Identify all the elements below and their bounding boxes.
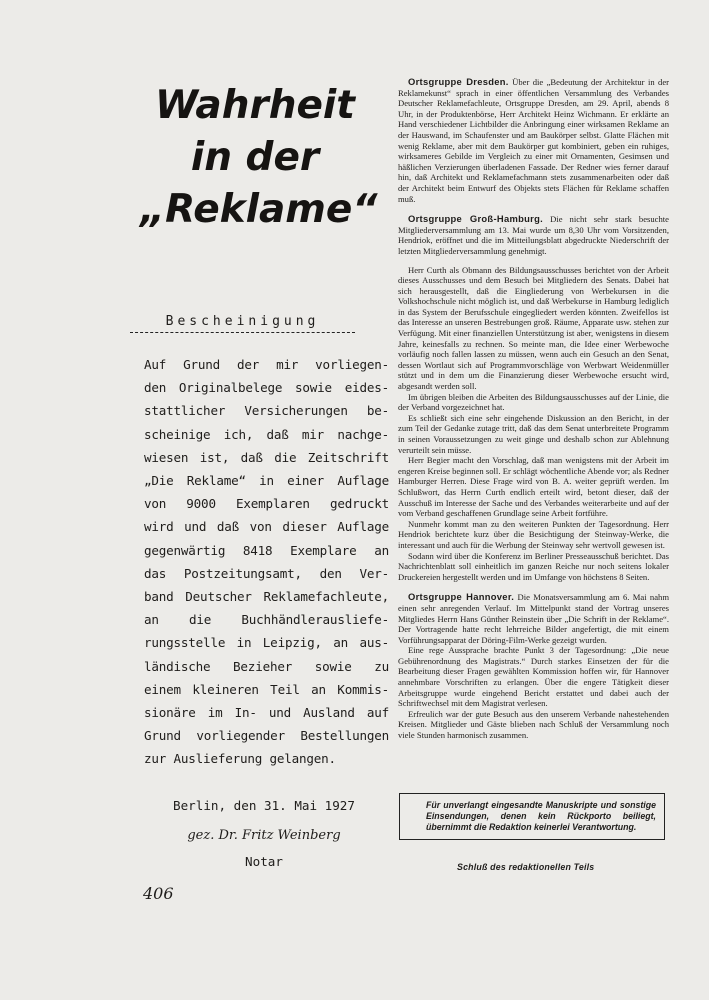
news-column <box>398 77 669 741</box>
paragraph <box>398 77 669 204</box>
paragraph: Erfreulich war der gute Besuch aus den unserem Verbande nahestehenden Kreisen. Mitglieder und Gäste blieben nach Schluß der Versammlung noch viele Stunden harmonisch zusammen. <box>398 708 669 741</box>
certificate-line: wiesen ist, daß die Zeitschrift <box>144 449 389 465</box>
paragraph: Sodann wird über die Konferenz im Berliner Presseausschuß berichtet. Das Nachrichtenblatt soll einheitlich im ganzen Reiche nur noch seitens lokaler Druckereien hergestellt werden und im Umfange von höchstens 8 Seiten. <box>398 550 669 582</box>
section-heading: Ortsgruppe Groß-Hamburg. <box>408 213 544 225</box>
paragraph: Nunmehr kommt man zu den weiteren Punkten der Tagesordnung. Herr Hendriok berichtete kurz über die Besichtigung der Steinway-Werke, die interessant und auch für die Werbung der Steinway sehr wertvoll gewesen ist. <box>398 518 669 550</box>
headline-line-2: in der <box>190 135 320 180</box>
headline-line-1: Wahrheit <box>155 83 355 128</box>
paragraph-text: Die nicht sehr stark besuchte Mitgliederversammlung am 13. Mai wurde um 8,30 Uhr vom Vorsitzenden, Hendriok, eröffnet und die im Mitteilungsblatt abgedruckte Niederschrift der letzten Mitgliederversammlung genehmigt. <box>398 214 669 256</box>
certificate-line: rungsstelle in Leipzig, an aus- <box>144 635 389 651</box>
certificate-line: Auf Grund der mir vorliegen- <box>144 357 389 372</box>
section-hannover <box>398 592 669 740</box>
section-dresden <box>398 77 669 204</box>
paragraph: Herr Begier macht den Vorschlag, daß man wenigstens mit der Arbeit im engeren Kreise beginnen soll. Er schlägt wöchentliche Abende vor; als Redner Hamburger Herren. Diese Frage wird von B. A. weiter geprüft werden. Im Schlußwort, das Herrn Curth endlich erteilt wird, betont dieser, daß der Ausschuß im Interesse der Sache und des Verbandes weiterarbeite und auf der vom Verband geschaffenen Grundlage seine Arbeit fortführe. <box>398 455 669 519</box>
certificate-line: scheinige ich, daß mir nachge- <box>144 426 389 442</box>
certificate-line: an die Buchhändlerausliefe- <box>144 612 389 628</box>
paragraph: Eine rege Aussprache brachte Punkt 3 der Tagesordnung: „Die neue Gebührenordnung des Magistrats.“ Durch starkes Einsetzen der für die Bearbeitung dieser Fragen gewählten Kommission hoffen wir, für Hannover annehmbare Vorschriften zu erlangen. Über die engere Tätigkeit dieser Arbeitsgruppe wurde eingehend Bericht erstattet und dabei auch der Schriftwechsel mit dem Magistrat verlesen. <box>398 645 669 709</box>
paragraph: Herr Curth als Obmann des Bildungsausschusses berichtet von der Arbeit dieses Ausschusses und dem Besuch bei Mitgliedern des Senats. Dabei hat sich herausgestellt, daß die Eingliederung von Werbekursen in die Volkshochschule nicht möglich ist, und daß Werbekurse in Hamburg lediglich in das System der Berufsschule eingegliedert werden könnten. Zweifellos ist das Interesse an unseren Bestrebungen groß. Räume, Apparate usw. stehen zur Verfügung. Mit einer finanziellen Unterstützung ist aber, wenigstens in diesem Jahre, keinesfalls zu rechnen. So meinte man, die Idee einer Werbewoche vorläufig noch fallen lassen zu müssen, wenn auch ein Gesuch an den Senat, dessen Wortlaut sich auf Programmvorschläge von Werbwart Weidenmüller stützt und in dem um die Finanzierung dieser Werbewoche ersucht wird, abgesandt werden soll. <box>398 264 669 392</box>
paragraph-text: Über die „Bedeutung der Architektur in der Reklamekunst“ sprach in einer öffentlichen Versammlung des Verbandes Deutscher Reklamefachleute, Ortsgruppe Dresden, am 29. April, abends 8 Uhr, in der Produktenbörse, Herr Architekt Heinz Wichmann. Er erklärte an Hand verschiedener Lichtbilder die Anbringung einer wirksamen Reklame an der Hauswand, im Schaufenster und am Baukörper selbst. Glatte Flächen mit wenig Reklame, aber mit dem Baukörper gut kombiniert, geben ein ruhiges, wirksameres Gebilde im Vergleich zu einer mit Ornamenten, Gesimsen und häßlichen Verzierungen überladenen Fassade. Der Redner wies ferner darauf hin, daß Architekt und Reklamefachmann stets zusammenarbeiten oder daß der Architekt beim Entwurf des Objekts stets Flächen für Reklame schaffen muß. <box>398 77 669 204</box>
certificate-line: zur Auslieferung gelangen. <box>144 751 336 767</box>
paragraph <box>398 592 669 645</box>
paragraph: Im übrigen bleiben die Arbeiten des Bildungsausschusses auf der Linie, die der Verband vorgezeichnet hat. <box>398 391 669 413</box>
paragraph-text: Die Monatsversammlung am 6. Mai nahm einen sehr anregenden Verlauf. Im Mittelpunkt stand der Vortrag unseres Mitgliedes Herrn Hans Günther Reinstein über „Die Schrift in der Reklame“. Der Vortragende hatte recht lehrreiche Bilder angefertigt, die mit einem Vorführungsapparat der Döring-Film-Werke gezeigt wurden. <box>398 592 670 645</box>
end-of-editorial-note: Schluß des redaktionellen Teils <box>457 862 595 872</box>
certificate-line: Grund vorliegender Bestellungen <box>144 728 389 744</box>
certificate-line: das Postzeitungsamt, den Ver- <box>144 565 389 581</box>
paragraph <box>398 214 669 256</box>
headline <box>140 80 378 236</box>
editorial-notice-box: Für unverlangt eingesandte Manuskripte und sonstige Einsendungen, denen kein Rückporto beiliegt, übernimmt die Redaktion keinerlei Verantwortung. <box>399 793 665 840</box>
certificate-line: gegenwärtig 8418 Exemplare an <box>144 542 389 558</box>
page-number: 406 <box>143 884 174 903</box>
notary-role: Notar <box>245 854 283 869</box>
certificate-line: den Originalbelege sowie eides- <box>144 380 389 396</box>
certificate-title: Bescheinigung <box>130 314 355 333</box>
certificate-line: von 9000 Exemplaren gedruckt <box>144 496 389 512</box>
certificate-line: band Deutscher Reklamefachleute, <box>144 589 389 605</box>
certificate-line: „Die Reklame“ in einer Auflage <box>144 473 389 489</box>
certificate-line: stattlicher Versicherungen be- <box>144 403 389 419</box>
certificate-line: sionäre im In- und Ausland auf <box>144 705 389 721</box>
certificate-line: wird und daß von dieser Auflage <box>144 519 389 535</box>
headline-line-3: „Reklame“ <box>140 187 378 232</box>
certificate-line: einem kleineren Teil an Kommis- <box>144 681 389 697</box>
notary-signature: gez. Dr. Fritz Weinberg <box>187 828 341 843</box>
certificate-line: ländische Bezieher sowie zu <box>144 658 389 674</box>
section-heading: Ortsgruppe Hannover. <box>408 591 515 603</box>
paragraph: Es schließt sich eine sehr eingehende Diskussion an den Bericht, in der zum Teil der Gedanke zutage tritt, daß das dem Senat unterbreitete Programm in seinen Voraussetzungen zu weit ginge und deshalb schon zur Ablehnung verurteilt sein müsse. <box>398 412 669 455</box>
section-hamburg <box>398 214 669 582</box>
certificate-place-date: Berlin, den 31. Mai 1927 <box>173 798 355 813</box>
certificate-body <box>144 353 389 771</box>
section-heading: Ortsgruppe Dresden. <box>408 76 509 87</box>
